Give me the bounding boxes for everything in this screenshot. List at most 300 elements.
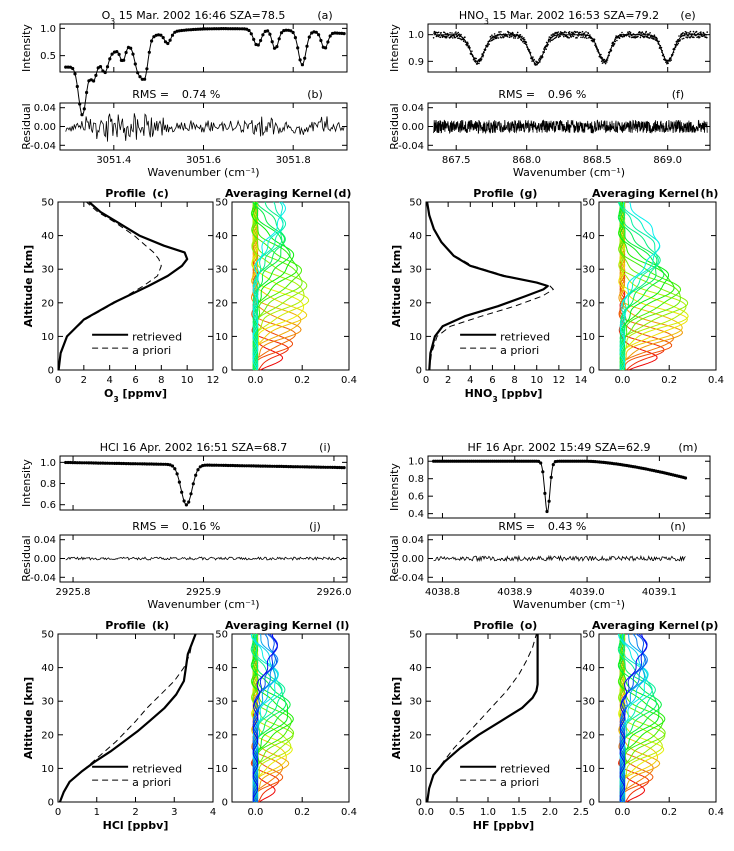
x-tick-label: 0.0	[614, 375, 631, 386]
data-point	[584, 32, 586, 34]
kernel-title: Averaging Kernel	[591, 187, 700, 200]
data-point	[136, 71, 139, 74]
y-tick-label: 40	[41, 663, 54, 675]
data-point	[660, 45, 662, 47]
x-tick-label: 0.0	[418, 807, 434, 818]
data-point	[587, 34, 589, 36]
y-tick-label: 1.0	[408, 456, 424, 468]
data-point	[471, 50, 473, 52]
y-tick-label: 0	[588, 797, 595, 809]
data-point	[604, 59, 606, 61]
panel-group-hf	[388, 441, 724, 832]
residual-line	[66, 557, 344, 560]
profile-title: Profile	[473, 187, 514, 200]
data-point	[449, 32, 451, 34]
y-tick-label: 0.04	[401, 103, 424, 115]
data-point	[453, 34, 455, 36]
y-tick-label: 40	[582, 231, 595, 243]
x-tick-label: 3051.4	[96, 155, 132, 166]
data-point	[619, 38, 621, 40]
data-point	[663, 54, 665, 56]
data-point	[455, 31, 457, 33]
data-point	[104, 71, 107, 74]
data-point	[324, 46, 327, 49]
data-point	[570, 36, 572, 38]
plot-frame	[232, 202, 349, 370]
panel-label: (g)	[519, 187, 538, 200]
x-tick-label: 0.4	[708, 375, 724, 386]
data-point	[519, 36, 521, 38]
y-tick-label: 40	[409, 663, 422, 675]
x-tick-label: 2	[444, 375, 452, 386]
x-tick-label: 0.2	[294, 375, 311, 386]
data-point	[582, 31, 584, 33]
data-point	[672, 53, 674, 55]
data-point	[488, 43, 490, 45]
data-point	[458, 32, 460, 34]
data-point	[278, 37, 281, 40]
data-point	[92, 79, 95, 82]
data-point	[566, 35, 568, 37]
data-point	[491, 34, 493, 36]
data-point	[614, 38, 616, 40]
data-point	[464, 36, 466, 38]
y-tick-label: 0.6	[40, 500, 56, 512]
data-point	[661, 47, 663, 49]
x-tick-label: 0.2	[294, 807, 311, 818]
data-point	[125, 51, 128, 54]
data-point	[673, 51, 675, 53]
kernel-title: Averaging Kernel	[224, 619, 333, 632]
y-tick-label: 1.0	[40, 457, 56, 469]
legend-apriori-label: a priori	[500, 344, 540, 358]
data-point	[582, 37, 584, 39]
data-point	[194, 474, 197, 477]
data-point	[580, 32, 582, 34]
y-tick-label: 30	[215, 264, 228, 276]
data-point	[532, 56, 534, 58]
x-tick-label: 10	[180, 375, 194, 386]
data-point	[569, 31, 571, 33]
data-point	[483, 52, 485, 54]
data-point	[503, 36, 505, 38]
data-point	[661, 51, 663, 53]
data-point	[176, 472, 179, 475]
data-point	[527, 46, 529, 48]
data-point	[85, 91, 88, 94]
data-point	[451, 32, 453, 34]
data-point	[677, 44, 679, 46]
rms-value: 0.74 %	[181, 88, 221, 101]
data-point	[521, 36, 523, 38]
data-point	[638, 34, 640, 36]
data-point	[667, 63, 669, 65]
data-point	[588, 33, 590, 35]
data-point	[549, 41, 551, 43]
data-point	[524, 43, 526, 45]
y-tick-label: 40	[582, 663, 595, 675]
y-tick-label: 0.8	[408, 474, 424, 486]
x-tick-label: 867.5	[441, 155, 471, 166]
rms-label: RMS =	[132, 88, 170, 101]
data-point	[438, 32, 440, 34]
x-axis-label: Wavenumber (cm⁻¹)	[512, 598, 626, 611]
y-axis-label: Intensity	[20, 24, 33, 72]
data-point	[540, 58, 542, 60]
x-axis-label: Wavenumber (cm⁻¹)	[512, 166, 626, 179]
data-point	[145, 67, 148, 70]
panel-group-o3	[20, 9, 357, 404]
data-point	[699, 36, 701, 38]
data-point	[500, 37, 502, 39]
data-point	[275, 45, 278, 48]
x-tick-label: 4039.0	[569, 587, 605, 598]
data-point	[496, 37, 498, 39]
y-tick-label: 30	[215, 696, 228, 708]
data-point	[162, 36, 165, 39]
data-point	[556, 35, 558, 37]
data-point	[512, 33, 514, 35]
data-point	[675, 47, 677, 49]
spectrum-title: HCl 16 Apr. 2002 16:51 SZA=68.7	[99, 441, 288, 454]
data-point	[500, 31, 502, 33]
data-point	[614, 43, 616, 45]
data-point	[467, 42, 469, 44]
y-tick-label: 10	[41, 331, 54, 343]
data-point	[687, 37, 689, 39]
data-point	[301, 63, 304, 66]
data-point	[607, 57, 609, 59]
y-tick-label: 10	[409, 331, 422, 343]
y-tick-label: 20	[582, 730, 595, 742]
data-point	[129, 47, 132, 50]
data-point	[83, 107, 86, 110]
data-point	[572, 32, 574, 34]
rms-label: RMS =	[498, 88, 536, 101]
data-point	[189, 492, 192, 495]
y-tick-label: 0.8	[40, 479, 56, 491]
apriori-line	[60, 634, 196, 802]
data-point	[530, 52, 532, 54]
panel-label: (f)	[671, 88, 685, 101]
data-point	[308, 36, 311, 39]
y-axis-label: Intensity	[20, 459, 33, 507]
data-point	[601, 57, 603, 59]
spectrum-title: $HNO_3$ 15 Mar. 2002 16:53 SZA=79.2	[458, 9, 660, 26]
y-tick-label: 40	[215, 663, 228, 675]
data-point	[444, 32, 446, 34]
x-tick-label: 2	[132, 807, 139, 818]
data-point	[559, 35, 561, 37]
plot-frame	[599, 202, 716, 370]
y-tick-label: 0.04	[33, 103, 56, 115]
data-point	[539, 61, 541, 63]
data-point	[706, 31, 708, 33]
y-tick-label: 40	[215, 231, 228, 243]
y-axis-label: Altitude [km]	[390, 676, 403, 760]
data-point	[611, 50, 613, 52]
x-tick-label: 869.0	[653, 155, 683, 166]
y-tick-label: -0.04	[398, 140, 424, 152]
data-point	[485, 49, 487, 51]
y-tick-label: 0	[415, 365, 422, 377]
data-point	[475, 58, 477, 60]
data-point	[545, 48, 547, 50]
data-point	[131, 53, 134, 56]
data-point	[586, 37, 588, 39]
data-point	[466, 45, 468, 47]
data-point	[684, 33, 686, 35]
data-point	[693, 37, 695, 39]
data-point	[704, 35, 706, 37]
y-axis-label: Intensity	[388, 24, 401, 72]
data-point	[523, 41, 525, 43]
rms-value: 0.16 %	[181, 520, 221, 533]
data-point	[94, 74, 97, 77]
data-point	[520, 34, 522, 36]
data-point	[545, 510, 548, 513]
data-point	[538, 62, 540, 64]
data-point	[645, 34, 647, 36]
y-tick-label: 0.00	[33, 122, 56, 133]
data-point	[478, 63, 480, 65]
data-point	[670, 59, 672, 61]
x-tick-label: 14	[574, 375, 588, 386]
data-point	[538, 59, 540, 61]
data-point	[606, 61, 608, 63]
data-point	[487, 45, 489, 47]
y-tick-label: 0	[415, 797, 422, 809]
data-point	[257, 43, 260, 46]
data-point	[447, 33, 449, 35]
data-point	[118, 53, 121, 56]
x-tick-label: 3051.6	[186, 155, 221, 166]
y-tick-label: 40	[409, 231, 422, 243]
legend-retrieved-label: retrieved	[500, 762, 551, 776]
data-point	[653, 38, 655, 40]
data-point	[602, 62, 604, 64]
data-point	[299, 58, 302, 61]
data-point	[73, 72, 76, 75]
y-tick-label: 50	[409, 197, 422, 209]
data-point	[660, 48, 662, 50]
data-point	[497, 34, 499, 36]
panel-label: (l)	[335, 619, 350, 632]
y-tick-label: 30	[409, 696, 422, 708]
profile-title: Profile	[105, 187, 146, 200]
data-point	[468, 45, 470, 47]
data-point	[550, 476, 553, 479]
data-point	[499, 31, 501, 33]
data-point	[612, 42, 614, 44]
y-tick-label: 0.4	[408, 509, 424, 521]
data-point	[565, 32, 567, 34]
kernel-line	[620, 202, 660, 370]
data-point	[317, 33, 320, 36]
y-tick-label: 0.00	[401, 122, 424, 133]
data-point	[599, 55, 601, 57]
data-point	[653, 36, 655, 38]
panel-label: (e)	[680, 9, 696, 22]
data-point	[654, 34, 656, 36]
profile-title: Profile	[105, 619, 146, 632]
x-tick-label: 4038.9	[497, 587, 533, 598]
x-tick-label: 4	[467, 375, 474, 386]
x-tick-label: 4038.8	[424, 587, 460, 598]
data-point	[683, 38, 685, 40]
fit-line	[66, 463, 344, 505]
rms-label: RMS =	[498, 520, 536, 533]
plot-frame	[428, 456, 710, 518]
data-point	[552, 463, 555, 466]
rms-label: RMS =	[132, 520, 170, 533]
data-point	[71, 67, 74, 70]
data-point	[551, 37, 553, 39]
data-point	[171, 464, 174, 467]
data-point	[250, 32, 253, 35]
data-point	[343, 466, 346, 469]
rms-value: 0.96 %	[547, 88, 587, 101]
x-tick-label: 868.5	[582, 155, 612, 166]
y-tick-label: 10	[215, 763, 228, 775]
data-point	[569, 33, 571, 35]
data-point	[80, 113, 83, 116]
data-point	[678, 43, 680, 45]
x-tick-label: 4039.1	[641, 587, 677, 598]
y-tick-label: 0.04	[401, 535, 424, 547]
y-tick-label: 20	[215, 730, 228, 742]
data-point	[700, 31, 702, 33]
data-point	[465, 41, 467, 43]
data-point	[445, 33, 447, 35]
x-tick-label: 2	[80, 375, 88, 386]
y-axis-label: Residual	[388, 103, 401, 150]
spectrum-title: HF 16 Apr. 2002 15:49 SZA=62.9	[467, 441, 651, 454]
data-point	[138, 75, 141, 78]
data-point	[448, 34, 450, 36]
data-point	[543, 51, 545, 53]
data-point	[473, 59, 475, 61]
data-point	[469, 47, 471, 49]
x-tick-label: 0	[422, 375, 430, 386]
y-axis-label: Altitude [km]	[390, 244, 403, 328]
data-point	[577, 35, 579, 37]
data-point	[576, 37, 578, 39]
x-tick-label: 10	[530, 375, 544, 386]
data-point	[159, 34, 162, 37]
data-point	[684, 476, 687, 479]
data-point	[589, 34, 591, 36]
y-tick-label: 0.00	[33, 554, 56, 565]
x-tick-label: 3051.8	[275, 155, 311, 166]
data-point	[564, 31, 566, 33]
data-point	[692, 33, 694, 35]
data-point	[581, 33, 583, 35]
data-point	[701, 33, 703, 35]
data-point	[574, 34, 576, 36]
data-point	[472, 55, 474, 57]
data-point	[674, 44, 676, 46]
data-point	[513, 37, 515, 39]
data-point	[482, 56, 484, 58]
data-point	[678, 35, 680, 37]
data-point	[620, 34, 622, 36]
data-point	[542, 56, 544, 58]
data-point	[467, 43, 469, 45]
data-point	[543, 492, 546, 495]
panel-label: (d)	[333, 187, 352, 200]
panel-group-hno3	[388, 9, 724, 404]
data-point	[689, 33, 691, 35]
data-point	[594, 44, 596, 46]
data-point	[705, 34, 707, 36]
data-point	[326, 40, 329, 43]
data-point	[509, 37, 511, 39]
data-point	[440, 37, 442, 39]
data-point	[463, 41, 465, 43]
data-point	[523, 37, 525, 39]
x-tick-label: 0.4	[341, 375, 357, 386]
data-point	[247, 29, 250, 32]
data-point	[183, 499, 186, 502]
y-tick-label: 20	[41, 298, 54, 310]
data-point	[645, 31, 647, 33]
x-tick-label: 0.0	[247, 807, 264, 818]
data-point	[644, 36, 646, 38]
x-tick-label: 0.4	[341, 807, 357, 818]
data-point	[463, 39, 465, 41]
panel-label: (i)	[319, 441, 331, 454]
data-point	[475, 61, 477, 63]
y-tick-label: 30	[582, 264, 595, 276]
x-tick-label: 6	[489, 375, 496, 386]
data-point	[585, 31, 587, 33]
data-point	[192, 482, 195, 485]
data-point	[533, 59, 535, 61]
data-point	[143, 78, 146, 81]
y-tick-label: -0.04	[30, 572, 56, 584]
data-point	[674, 49, 676, 51]
y-tick-label: 50	[582, 629, 595, 641]
legend-retrieved-label: retrieved	[500, 330, 551, 344]
legend-apriori-label: a priori	[132, 344, 172, 358]
data-point	[76, 85, 79, 88]
data-point	[563, 36, 565, 38]
data-point	[679, 39, 681, 41]
x-tick-label: 2.0	[542, 807, 558, 818]
data-point	[693, 31, 695, 33]
data-point	[630, 32, 632, 34]
data-point	[196, 468, 199, 471]
x-tick-label: 4	[106, 375, 113, 386]
y-axis-label: Altitude [km]	[22, 244, 35, 328]
data-point	[526, 41, 528, 43]
data-point	[615, 41, 617, 43]
x-axis-label: HF [ppbv]	[472, 819, 535, 832]
legend-apriori-label: a priori	[500, 776, 540, 790]
data-point	[690, 31, 692, 33]
data-point	[677, 39, 679, 41]
legend-retrieved-label: retrieved	[132, 762, 183, 776]
x-tick-label: 2926.0	[316, 587, 352, 598]
data-point	[681, 34, 683, 36]
panel-label: (a)	[317, 9, 333, 22]
data-point	[686, 32, 688, 34]
data-point	[457, 36, 459, 38]
data-point	[508, 32, 510, 34]
data-point	[573, 36, 575, 38]
data-point	[169, 39, 172, 42]
